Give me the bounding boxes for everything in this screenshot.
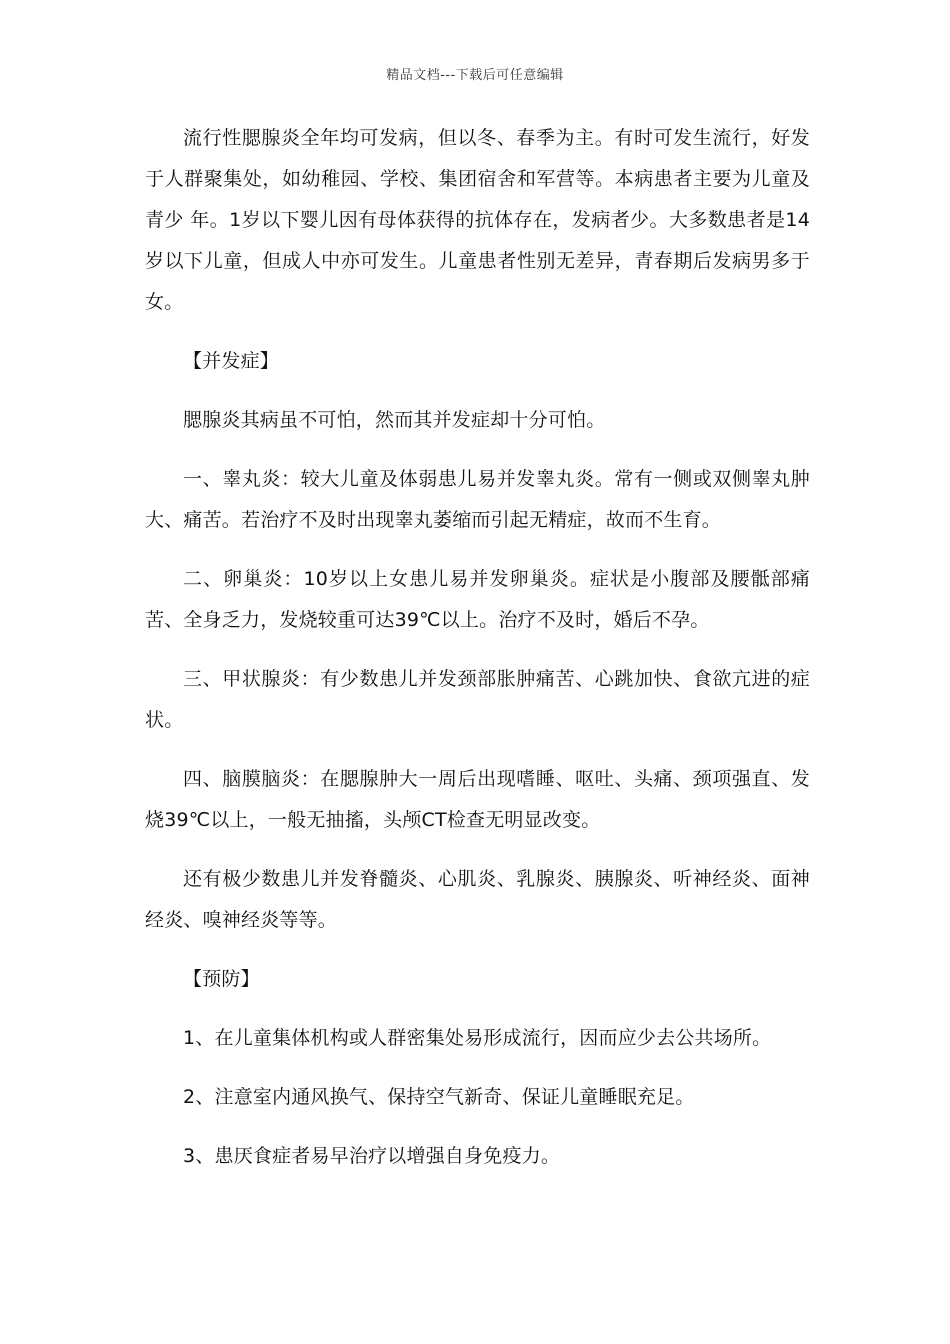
complication-thyroiditis: 三、甲状腺炎：有少数患儿并发颈部胀肿痛苦、心跳加快、食欲亢进的症状。	[145, 668, 810, 731]
complication-orchitis: 一、睾丸炎：较大儿童及体弱患儿易并发睾丸炎。常有一侧或双侧睾丸肿大、痛苦。若治疗不及时出现睾丸萎缩而引起无精症，故而不生育。	[145, 468, 810, 531]
page-header: 精品文档---下载后可任意编辑	[386, 68, 564, 83]
document-body	[145, 118, 810, 1177]
prevention-item-3: 3、患厌食症者易早治疗以增强自身免疫力。	[183, 1145, 561, 1167]
prevention-heading: 【预防】	[183, 968, 260, 990]
complications-other: 还有极少数患儿并发脊髓炎、心肌炎、乳腺炎、胰腺炎、听神经炎、面神经炎、嗅神经炎等等。	[145, 868, 810, 931]
complications-heading: 【并发症】	[183, 350, 280, 372]
intro-paragraph: 流行性腮腺炎全年均可发病，但以冬、春季为主。有时可发生流行，好发于人群聚集处，如幼稚园、学校、集团宿舍和军营等。本病患者主要为儿童及青少 年。1岁以下婴儿因有母体获得的抗体存在，发病者少。大多数患者是14岁以下儿童，但成人中亦可发生。儿童患者性别无差异，青春期后发病男多于女。	[145, 127, 810, 313]
prevention-item-1: 1、在儿童集体机构或人群密集处易形成流行，因而应少去公共场所。	[183, 1027, 772, 1049]
complication-oophoritis: 二、卵巢炎：10岁以上女患儿易并发卵巢炎。症状是小腹部及腰骶部痛苦、全身乏力，发烧较重可达39℃以上。治疗不及时，婚后不孕。	[145, 568, 810, 631]
complication-meningoencephalitis: 四、脑膜脑炎：在腮腺肿大一周后出现嗜睡、呕吐、头痛、颈项强直、发烧39℃以上，一般无抽搐，头颅CT检查无明显改变。	[145, 768, 810, 831]
complications-lead: 腮腺炎其病虽不可怕，然而其并发症却十分可怕。	[183, 409, 606, 431]
prevention-item-2: 2、注意室内通风换气、保持空气新奇、保证儿童睡眠充足。	[183, 1086, 695, 1108]
